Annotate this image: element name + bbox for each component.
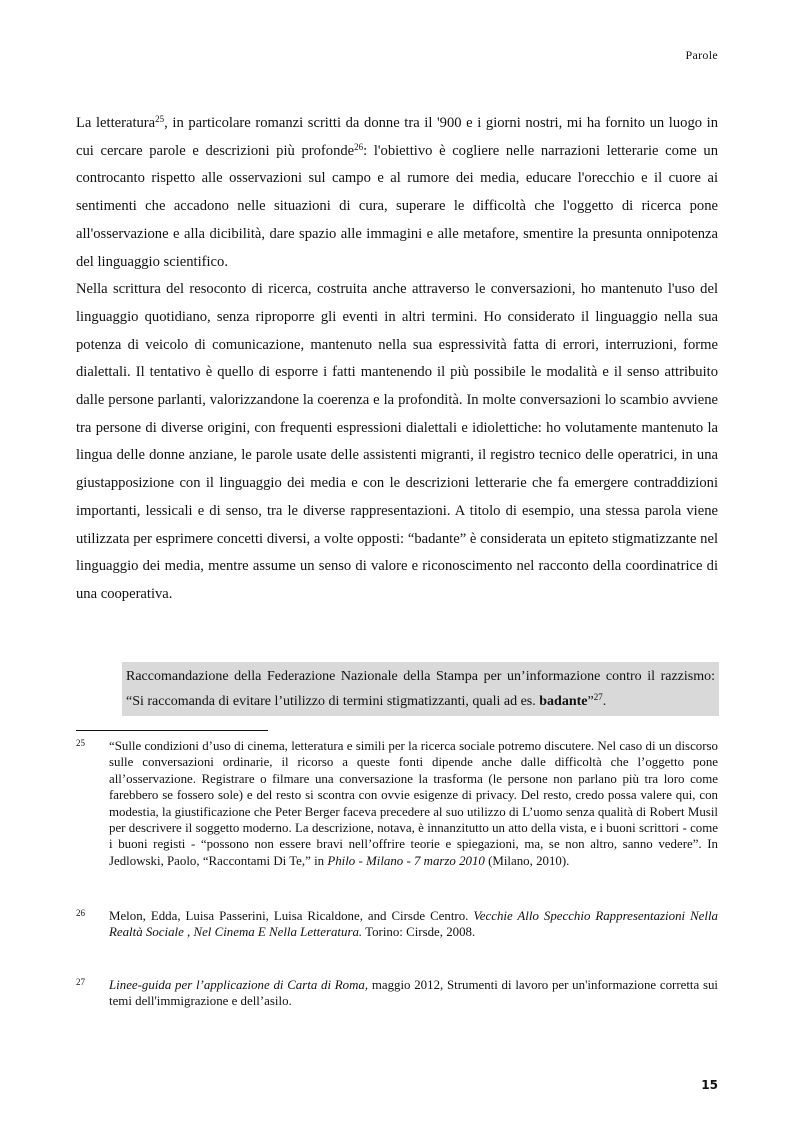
paragraph-1-text-b: , in particolare romanzi scritti da donne tra il '900 e i giorni nostri, mi ha fornito un luogo in cui cercare parole e descrizioni più profonde — [76, 115, 719, 159]
callout-close-quote: ” — [587, 694, 594, 709]
footnote-ref-26[interactable]: 26 — [354, 141, 364, 152]
footnote-ref-27[interactable]: 27 — [593, 692, 603, 702]
footnote-text: “Sulle condizioni d’uso di cinema, letteratura e simili per la ricerca sociale potremo discutere. Nel caso di un discorso sulle conversazioni ordinarie, il ricorso a queste fonti dipende anche dalle difficoltà che l’oggetto pone all’osservazione. Registrare o filmare una conversazione la trasforma (le persone non parlano più tra loro come farebbero se fossero sole) e del resto si scontra con ovvie esigenze di privacy. Del resto, credo possa valere qui, con modestia, la giustificazione che Peter Berger faceva precedere al suo utilizzo di L’uomo senza qualità di Robert Musil per descrivere il soggetto moderno. La descrizione, notava, è innanzitutto un atto della vista, e i buoni scrittori - come i buoni registi - “possono non essere bravi nell’offrire teorie e spiegazioni, ma, se non altro, sanno vedere”. In Jedlowski, Paolo, “Raccontami Di Te,” in — [109, 739, 718, 868]
running-header: Parole — [685, 48, 718, 62]
body-text — [76, 110, 718, 609]
footnote-27 — [76, 977, 718, 1010]
footnote-italic: Philo - Milano - 7 marzo 2010 — [327, 853, 485, 868]
paragraph-1-text-a: La letteratura — [76, 115, 156, 131]
footnote-number: 25 — [76, 738, 85, 748]
callout-text: Raccomandazione della Federazione Nazionale della Stampa per un’informazione contro il razzismo: “Si raccomanda di evitare l’utilizzo di termini stigmatizzanti, quali ad es. — [126, 669, 715, 709]
footnote-number: 27 — [76, 977, 85, 987]
footnote-text-after: (Milano, 2010). — [484, 853, 570, 868]
paragraph-1 — [76, 110, 718, 276]
footnote-text: Melon, Edda, Luisa Passerini, Luisa Ricaldone, and Cirsde Centro. — [109, 909, 474, 923]
page-number: 15 — [701, 1078, 718, 1092]
callout-end: . — [602, 694, 607, 709]
footnote-number: 26 — [76, 908, 85, 918]
footnote-ref-25[interactable]: 25 — [155, 114, 165, 124]
highlight-box — [122, 662, 719, 716]
footnote-26 — [76, 908, 718, 941]
footnote-separator — [76, 730, 268, 731]
paragraph-2: Nella scrittura del resoconto di ricerca, costruita anche attraverso le conversazioni, ho mantenuto l'uso del linguaggio quotidiano, senza riproporre gli eventi in altri termini. Ho considerato il linguaggio nella sua potenza di veicolo di comunicazione, mantenuto nella sua espressività fatta di errori, interruzioni, forme dialettali. Il tentativo è quello di esporre i fatti mantenendo il più possibile le modalità e il senso attribuito dalle persone parlanti, valorizzandone la coerenza e la profondità. In molte conversazioni lo scambio avviene tra persone di diverse origini, con frequenti espressioni dialettali e idiolettiche: ho volutamente mantenuto la lingua delle donne anziane, le parole usate delle assistenti migranti, il registro tecnico delle operatrici, in una giustapposizione con il linguaggio dei media e con le descrizioni letterarie che fa emergere contraddizioni importanti, lessicali e di senso, tra le diverse rappresentazioni. A titolo di esempio, una stessa parola viene utilizzata per esprimere concetti diversi, a volte opposti: “badante” è considerata un epiteto stigmatizzante nel linguaggio dei media, mentre assume un senso di valore e riconoscimento nel racconto della coordinatrice di una cooperativa. — [76, 281, 718, 602]
footnote-25 — [76, 738, 718, 869]
footnote-text-after: maggio 2012, Strumenti di lavoro per un'informazione corretta sui temi dell'immigrazione e dell’asilo. — [109, 978, 718, 1009]
footnote-italic: Vecchie Allo Specchio Rappresentazioni Nella Realtà Sociale , Nel Cinema E Nella Letteratura. — [109, 909, 718, 940]
footnote-italic: Linee-guida per l’applicazione di Carta di Roma, — [109, 978, 369, 992]
callout-bold-word: badante — [539, 694, 588, 709]
paragraph-1-text-c: : l'obiettivo è cogliere nelle narrazioni letterarie come un controcanto rispetto alle osservazioni sul campo e al rumore dei media, educare l'orecchio e il cuore ai sentimenti che accadono nelle situazioni di cura, superare le difficoltà che l'oggetto di ricerca pone all'osservazione e alla dicibilità, dare spazio alle immagini e alle metafore, smentire la presunta onnipotenza del linguaggio scientifico. — [76, 142, 718, 270]
footnote-text-after: Torino: Cirsde, 2008. — [362, 925, 476, 940]
